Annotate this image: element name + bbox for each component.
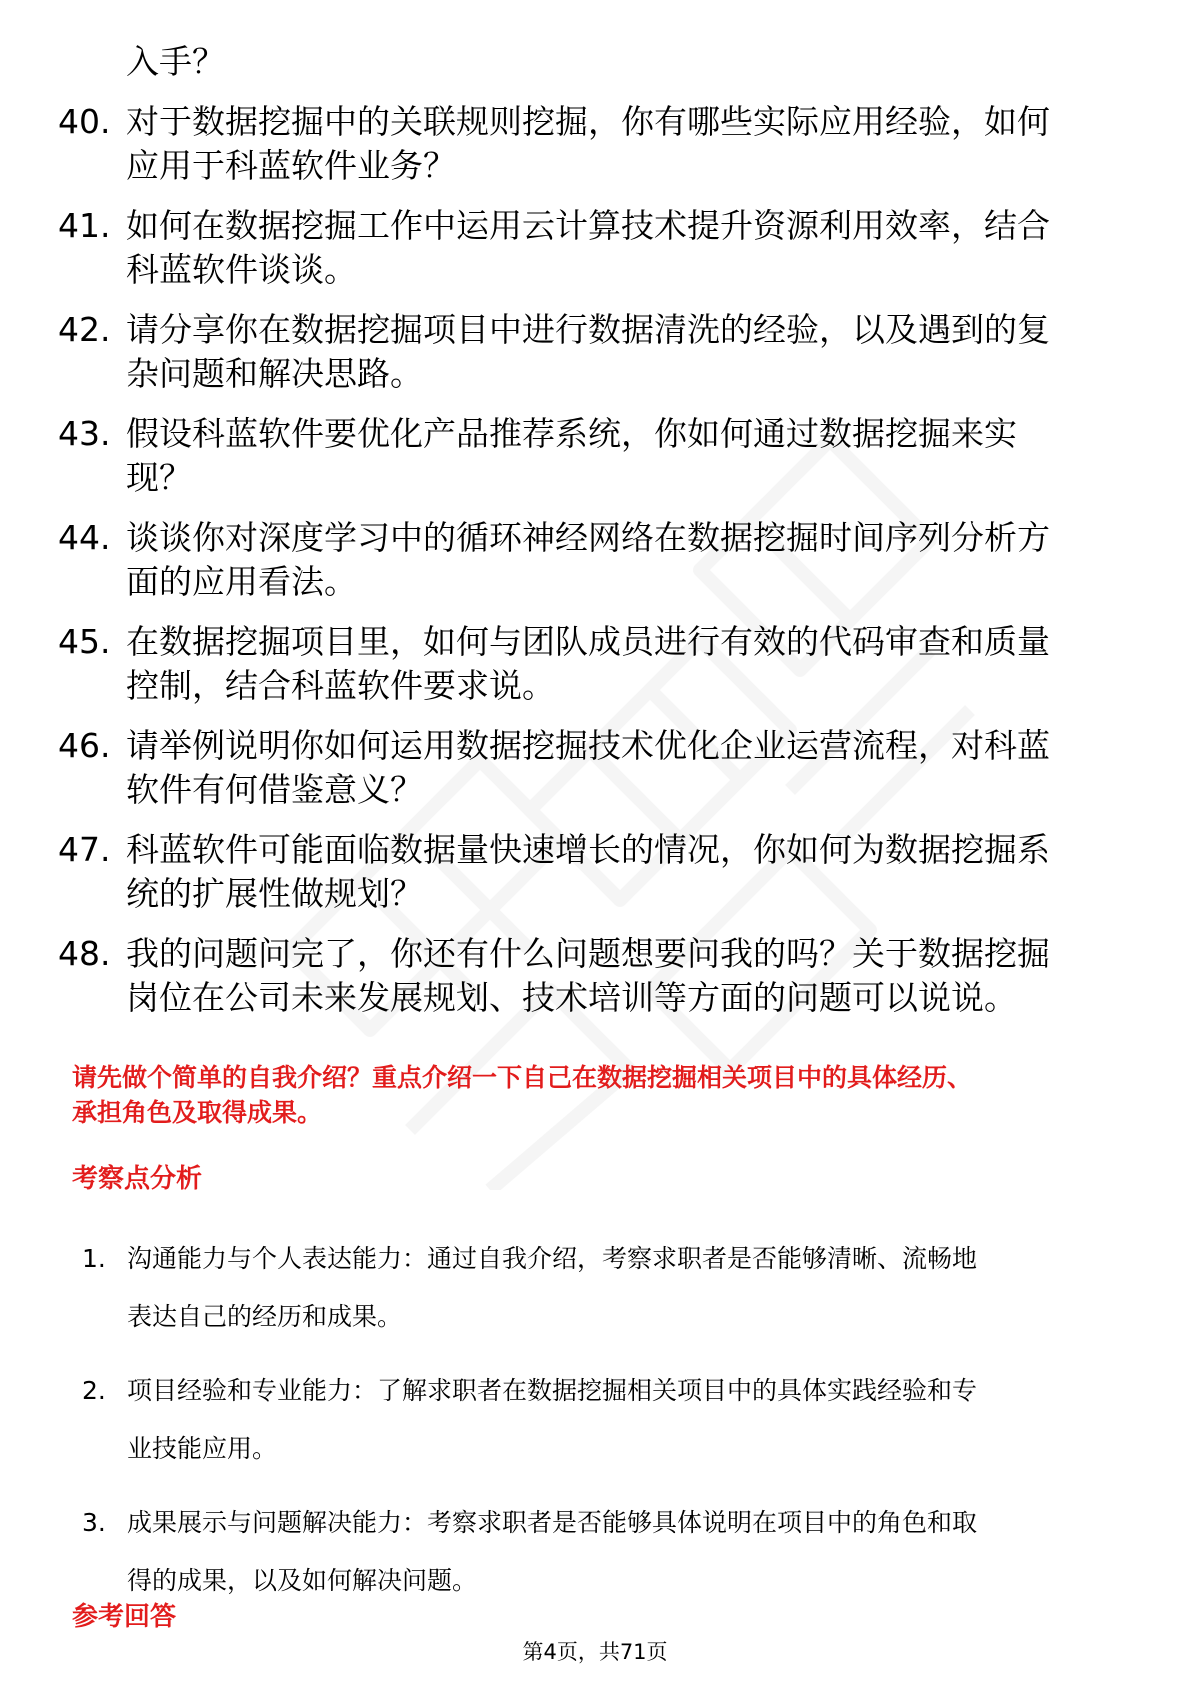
question-line: 科蓝软件谈谈。 bbox=[126, 250, 357, 289]
question-line: 应用于科蓝软件业务？ bbox=[126, 146, 456, 185]
question-text bbox=[126, 620, 1050, 708]
analysis-text bbox=[127, 1230, 977, 1346]
analysis-text bbox=[127, 1362, 977, 1478]
analysis-line: 沟通能力与个人表达能力：通过自我介绍，考察求职者是否能够清晰、流畅地 bbox=[127, 1244, 978, 1273]
question-line: 如何在数据挖掘工作中运用云计算技术提升资源利用效率，结合 bbox=[126, 206, 1050, 245]
analysis-line: 成果展示与问题解决能力：考察求职者是否能够具体说明在项目中的角色和取 bbox=[127, 1508, 978, 1537]
page-footer: 第4页，共71页 bbox=[522, 1640, 668, 1664]
heading-line: 承担角色及取得成果。 bbox=[72, 1098, 323, 1127]
question-text bbox=[126, 516, 1050, 604]
question-line: 面的应用看法。 bbox=[126, 562, 357, 601]
question-line: 对于数据挖掘中的关联规则挖掘，你有哪些实际应用经验，如何 bbox=[126, 102, 1050, 141]
analysis-section-title: 考察点分析 bbox=[72, 1164, 203, 1194]
analysis-item bbox=[82, 1494, 1122, 1610]
analysis-line: 项目经验和专业能力：了解求职者在数据挖掘相关项目中的具体实践经验和专 bbox=[127, 1376, 978, 1405]
analysis-text bbox=[127, 1494, 977, 1610]
analysis-list bbox=[82, 1230, 1122, 1626]
analysis-line: 得的成果，以及如何解决问题。 bbox=[127, 1566, 478, 1595]
question-number: 40. bbox=[58, 102, 111, 141]
question-number: 45. bbox=[58, 622, 111, 661]
question-text bbox=[126, 932, 1050, 1020]
analysis-item bbox=[82, 1362, 1122, 1478]
question-line: 科蓝软件可能面临数据量快速增长的情况，你如何为数据挖掘系 bbox=[126, 830, 1050, 869]
question-list bbox=[58, 40, 1118, 1020]
question-text bbox=[126, 828, 1050, 916]
question-continuation: 入手？ bbox=[126, 42, 225, 81]
question-text bbox=[126, 308, 1050, 396]
question-item bbox=[58, 100, 1118, 188]
question-item bbox=[58, 828, 1118, 916]
analysis-number: 1. bbox=[82, 1244, 106, 1273]
question-text bbox=[126, 204, 1050, 292]
question-line: 谈谈你对深度学习中的循环神经网络在数据挖掘时间序列分析方 bbox=[126, 518, 1050, 557]
question-number: 44. bbox=[58, 518, 111, 557]
question-item bbox=[58, 412, 1118, 500]
question-line: 假设科蓝软件要优化产品推荐系统，你如何通过数据挖掘来实 bbox=[126, 414, 1017, 453]
question-line: 软件有何借鉴意义？ bbox=[126, 770, 423, 809]
question-line: 请分享你在数据挖掘项目中进行数据清洗的经验，以及遇到的复 bbox=[126, 310, 1050, 349]
question-item bbox=[58, 620, 1118, 708]
question-number: 42. bbox=[58, 310, 111, 349]
question-line: 统的扩展性做规划？ bbox=[126, 874, 423, 913]
question-item bbox=[58, 724, 1118, 812]
question-number: 41. bbox=[58, 206, 111, 245]
question-line: 杂问题和解决思路。 bbox=[126, 354, 423, 393]
question-item bbox=[58, 516, 1118, 604]
question-number: 48. bbox=[58, 934, 111, 973]
analysis-line: 业技能应用。 bbox=[127, 1434, 278, 1463]
question-number: 47. bbox=[58, 830, 111, 869]
question-line: 请举例说明你如何运用数据挖掘技术优化企业运营流程，对科蓝 bbox=[126, 726, 1050, 765]
answer-section-title: 参考回答 bbox=[72, 1602, 177, 1632]
analysis-number: 3. bbox=[82, 1508, 106, 1537]
question-line: 岗位在公司未来发展规划、技术培训等方面的问题可以说说。 bbox=[126, 978, 1017, 1017]
question-item bbox=[58, 308, 1118, 396]
question-number: 43. bbox=[58, 414, 111, 453]
question-text bbox=[126, 412, 1017, 500]
heading-line: 请先做个简单的自我介绍？重点介绍一下自己在数据挖掘相关项目中的具体经历、 bbox=[72, 1063, 973, 1092]
question-text bbox=[126, 724, 1050, 812]
analysis-line: 表达自己的经历和成果。 bbox=[127, 1302, 403, 1331]
analysis-item bbox=[82, 1230, 1122, 1346]
question-item bbox=[58, 204, 1118, 292]
question-line: 控制，结合科蓝软件要求说。 bbox=[126, 666, 555, 705]
question-item bbox=[58, 932, 1118, 1020]
analysis-number: 2. bbox=[82, 1376, 106, 1405]
question-line: 在数据挖掘项目里，如何与团队成员进行有效的代码审查和质量 bbox=[126, 622, 1050, 661]
featured-question-heading bbox=[72, 1060, 1132, 1130]
question-number: 46. bbox=[58, 726, 111, 765]
question-text bbox=[126, 100, 1050, 188]
question-line: 现？ bbox=[126, 458, 192, 497]
question-line: 我的问题问完了，你还有什么问题想要问我的吗？关于数据挖掘 bbox=[126, 934, 1050, 973]
